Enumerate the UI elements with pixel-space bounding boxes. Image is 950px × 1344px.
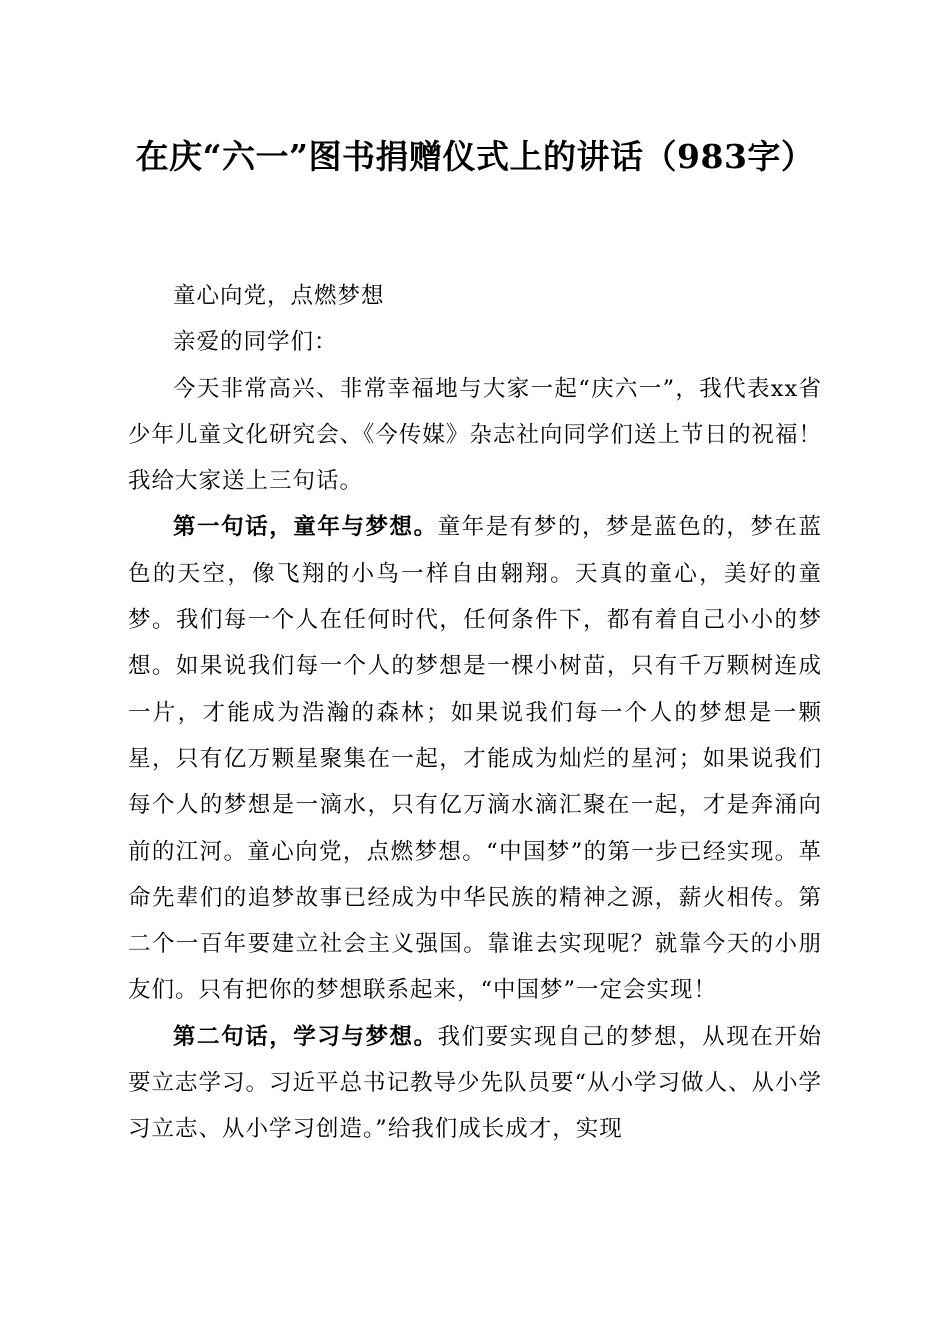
- subtitle-line: 童心向党，点燃梦想: [173, 283, 385, 309]
- paragraph-lead: 第一句话，童年与梦想。: [173, 514, 438, 541]
- salutation-line: 亲爱的同学们：: [173, 329, 338, 356]
- paragraph-text: 我们要实现自己的梦想，从现在开始要立志学习。习近平总书记教导少先队员要“从小学习做人、从小学习立志、从小学习创造。”给我们成长成才，实现: [128, 1023, 823, 1143]
- paragraph-second-point: [128, 1014, 822, 1153]
- paragraph-first-point: [128, 504, 822, 1013]
- paragraph-lead: 第二句话，学习与梦想。: [173, 1023, 438, 1050]
- document-body: [128, 273, 822, 1153]
- paragraph-intro: [128, 366, 822, 505]
- paragraph-text: 童年是有梦的，梦是蓝色的，梦在蓝色的天空，像飞翔的小鸟一样自由翱翔。天真的童心，美好的童梦。我们每一个人在任何时代，任何条件下，都有着自己小小的梦想。如果说我们每一个人的梦想是一棵小树苗，只有千万颗树连成一片，才能成为浩瀚的森林；如果说我们每一个人的梦想是一颗星，只有亿万颗星聚集在一起，才能成为灿烂的星河；如果说我们每个人的梦想是一滴水，只有亿万滴水滴汇聚在一起，才是奔涌向前的江河。童心向党，点燃梦想。“中国梦”的第一步已经实现。革命先辈们的追梦故事已经成为中华民族的精神之源，薪火相传。第二个一百年要建立社会主义强国。靠谁去实现呢？就靠今天的小朋友们。只有把你的梦想联系起来，“中国梦”一定会实现！: [128, 514, 822, 1004]
- paragraph-text: 今天非常高兴、非常幸福地与大家一起“庆六一”，我代表xx省少年儿童文化研究会、《今传媒》杂志社向同学们送上节日的祝福！我给大家送上三句话。: [128, 375, 822, 495]
- document-title: 在庆“六一”图书捐赠仪式上的讲话（983字）: [135, 137, 815, 176]
